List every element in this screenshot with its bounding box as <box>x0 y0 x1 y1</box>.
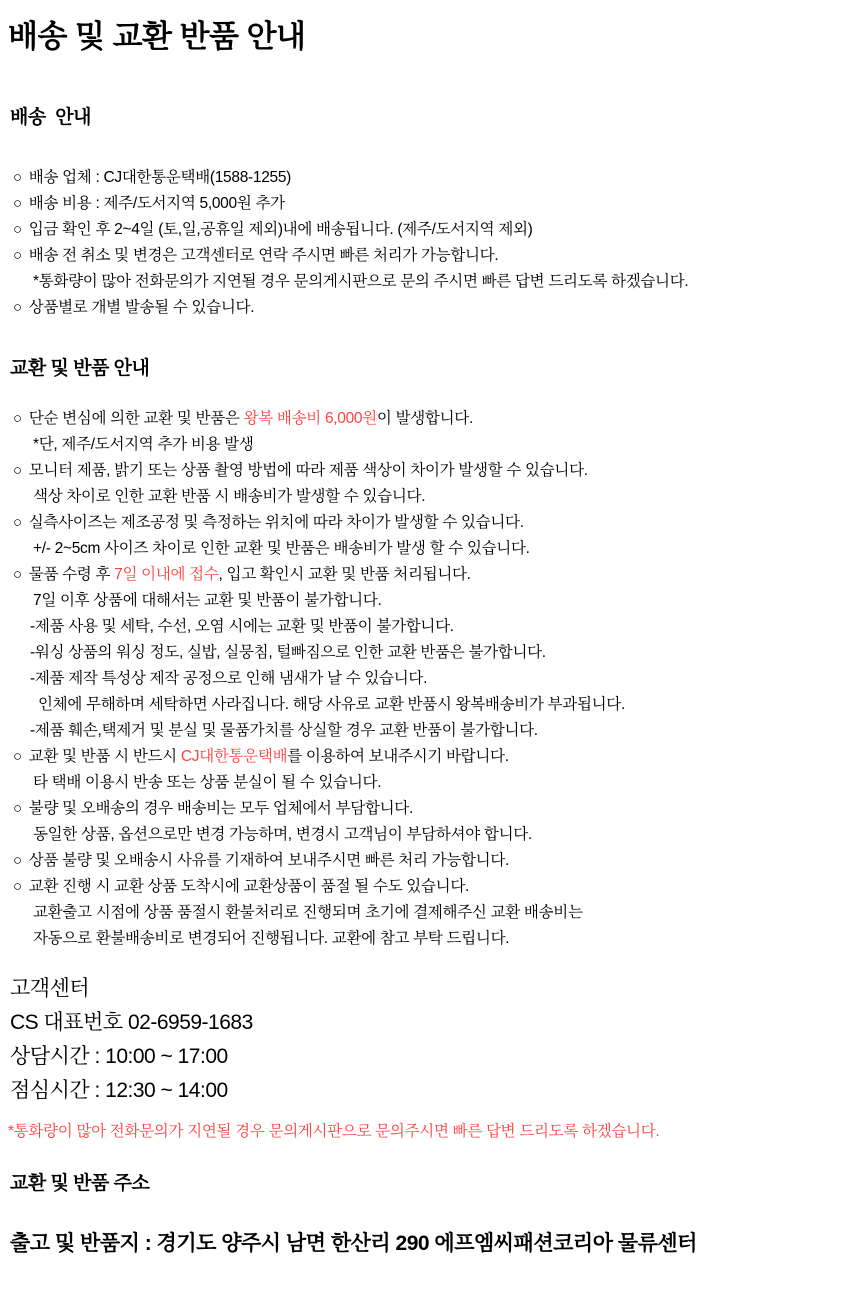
cs-consult-hours: 상담시간 : 10:00 ~ 17:00 <box>10 1045 228 1068</box>
notice-line-text: -워싱 상품의 워싱 정도, 실밥, 실뭉침, 털빠짐으로 인한 교환 반품은 불가합니다. <box>30 644 546 661</box>
notice-line <box>0 900 845 926</box>
notice-line-text: 상품 불량 및 오배송시 사유를 기재하여 보내주시면 빠른 처리 가능합니다. <box>28 852 510 869</box>
cs-phone-number: CS 대표번호 02-6959-1683 <box>10 1011 253 1034</box>
circle-bullet-marker: ○ <box>13 566 22 583</box>
notice-line <box>0 191 845 217</box>
notice-line <box>0 692 845 718</box>
notice-line-text: 7일 이후 상품에 대해서는 교환 및 반품이 불가합니다. <box>33 592 382 609</box>
circle-bullet-marker: ○ <box>13 748 22 765</box>
customer-service-block <box>10 972 845 1108</box>
notice-line <box>0 614 845 640</box>
section-heading-exchange: 교환 및 반품 안내 <box>10 358 150 379</box>
notice-line-text: 실측사이즈는 제조공정 및 측정하는 위치에 따라 차이가 발생할 수 있습니다. <box>28 514 524 531</box>
notice-line-text: 타 택배 이용시 반송 또는 상품 분실이 될 수 있습니다. <box>33 774 382 791</box>
section-heading-shipping: 배송 안내 <box>10 107 91 128</box>
notice-line <box>0 458 845 484</box>
notice-line <box>0 432 845 458</box>
notice-line <box>0 926 845 952</box>
notice-line-text: 교환 진행 시 교환 상품 도착시에 교환상품이 품절 될 수도 있습니다. <box>28 878 470 895</box>
notice-line <box>0 796 845 822</box>
notice-line <box>0 536 845 562</box>
notice-line-text: 불량 및 오배송의 경우 배송비는 모두 업체에서 부담합니다. <box>28 800 413 817</box>
cs-delay-note: *통화량이 많아 전화문의가 지연될 경우 문의게시판으로 문의주시면 빠른 답변 드리도록 하겠습니다. <box>8 1123 660 1140</box>
notice-line-text: -제품 훼손,택제거 및 분실 및 물품가치를 상실할 경우 교환 반품이 불가합니다. <box>30 722 538 739</box>
shipping-notice-list <box>0 165 845 321</box>
notice-line <box>0 406 845 432</box>
notice-line-text: 입금 확인 후 2~4일 (토,일,공휴일 제외)내에 배송됩니다. (제주/도서지역 제외) <box>28 221 533 238</box>
circle-bullet-marker: ○ <box>13 169 22 186</box>
notice-line-text: 배송 전 취소 및 변경은 고객센터로 연락 주시면 빠른 처리가 가능합니다. <box>28 247 499 264</box>
notice-line-text: +/- 2~5cm 사이즈 차이로 인한 교환 및 반품은 배송비가 발생 할 수 있습니다. <box>33 540 530 557</box>
notice-line <box>0 165 845 191</box>
section-heading-return-address: 교환 및 반품 주소 <box>10 1173 150 1194</box>
notice-line-text: 교환출고 시점에 상품 품절시 환불처리로 진행되며 초기에 결제해주신 교환 배송비는 <box>33 904 583 921</box>
exchange-notice-list <box>0 406 845 952</box>
notice-line-text: 자동으로 환불배송비로 변경되어 진행됩니다. 교환에 참고 부탁 드립니다. <box>33 930 510 947</box>
cs-heading: 고객센터 <box>10 977 90 1000</box>
cs-lunch-hours: 점심시간 : 12:30 ~ 14:00 <box>10 1079 228 1102</box>
circle-bullet-marker: ○ <box>13 410 22 427</box>
notice-line-text: 배송 비용 : 제주/도서지역 5,000원 추가 <box>28 195 285 212</box>
notice-line-text: 인체에 무해하며 세탁하면 사라집니다. 해당 사유로 교환 반품시 왕복배송비가 부과됩니다. <box>38 696 625 713</box>
notice-line <box>0 217 845 243</box>
notice-line <box>0 770 845 796</box>
circle-bullet-marker: ○ <box>13 878 22 895</box>
notice-line <box>0 510 845 536</box>
notice-line <box>0 874 845 900</box>
notice-line <box>0 588 845 614</box>
notice-line <box>0 718 845 744</box>
notice-line <box>0 744 845 770</box>
notice-line <box>0 666 845 692</box>
circle-bullet-marker: ○ <box>13 800 22 817</box>
notice-line <box>0 562 845 588</box>
return-address-line: 출고 및 반품지 : 경기도 양주시 남면 한산리 290 에프엠씨패션코리아 물류센터 <box>10 1232 697 1255</box>
notice-line-text: 물품 수령 후 7일 이내에 접수, 입고 확인시 교환 및 반품 처리됩니다. <box>28 566 471 583</box>
circle-bullet-marker: ○ <box>13 247 22 264</box>
notice-line-text: 상품별로 개별 발송될 수 있습니다. <box>28 299 255 316</box>
circle-bullet-marker: ○ <box>13 221 22 238</box>
shipping-returns-notice <box>0 18 860 1297</box>
circle-bullet-marker: ○ <box>13 195 22 212</box>
notice-line-text: 단순 변심에 의한 교환 및 반품은 왕복 배송비 6,000원이 발생합니다. <box>28 410 473 427</box>
circle-bullet-marker: ○ <box>13 299 22 316</box>
notice-line <box>0 269 845 295</box>
notice-line-text: -제품 사용 및 세탁, 수선, 오염 시에는 교환 및 반품이 불가합니다. <box>30 618 454 635</box>
circle-bullet-marker: ○ <box>13 852 22 869</box>
notice-line-text: -제품 제작 특성상 제작 공정으로 인해 냄새가 날 수 있습니다. <box>30 670 428 687</box>
notice-line-text: 동일한 상품, 옵션으로만 변경 가능하며, 변경시 고객님이 부담하셔야 합니다. <box>33 826 532 843</box>
notice-line-text: 모니터 제품, 밝기 또는 상품 촬영 방법에 따라 제품 색상이 차이가 발생할 수 있습니다. <box>28 462 588 479</box>
notice-line <box>0 848 845 874</box>
page-title: 배송 및 교환 반품 안내 <box>8 19 306 54</box>
notice-line <box>0 640 845 666</box>
circle-bullet-marker: ○ <box>13 514 22 531</box>
notice-line <box>0 484 845 510</box>
notice-line-text: *통화량이 많아 전화문의가 지연될 경우 문의게시판으로 문의 주시면 빠른 답변 드리도록 하겠습니다. <box>33 273 689 290</box>
notice-line-text: *단, 제주/도서지역 추가 비용 발생 <box>33 436 254 453</box>
notice-line <box>0 243 845 269</box>
notice-line <box>0 822 845 848</box>
notice-line-text: 교환 및 반품 시 반드시 CJ대한통운택배를 이용하여 보내주시기 바랍니다. <box>28 748 509 765</box>
circle-bullet-marker: ○ <box>13 462 22 479</box>
notice-line <box>0 295 845 321</box>
notice-line-text: 배송 업체 : CJ대한통운택배(1588-1255) <box>28 169 292 186</box>
notice-line-text: 색상 차이로 인한 교환 반품 시 배송비가 발생할 수 있습니다. <box>33 488 426 505</box>
